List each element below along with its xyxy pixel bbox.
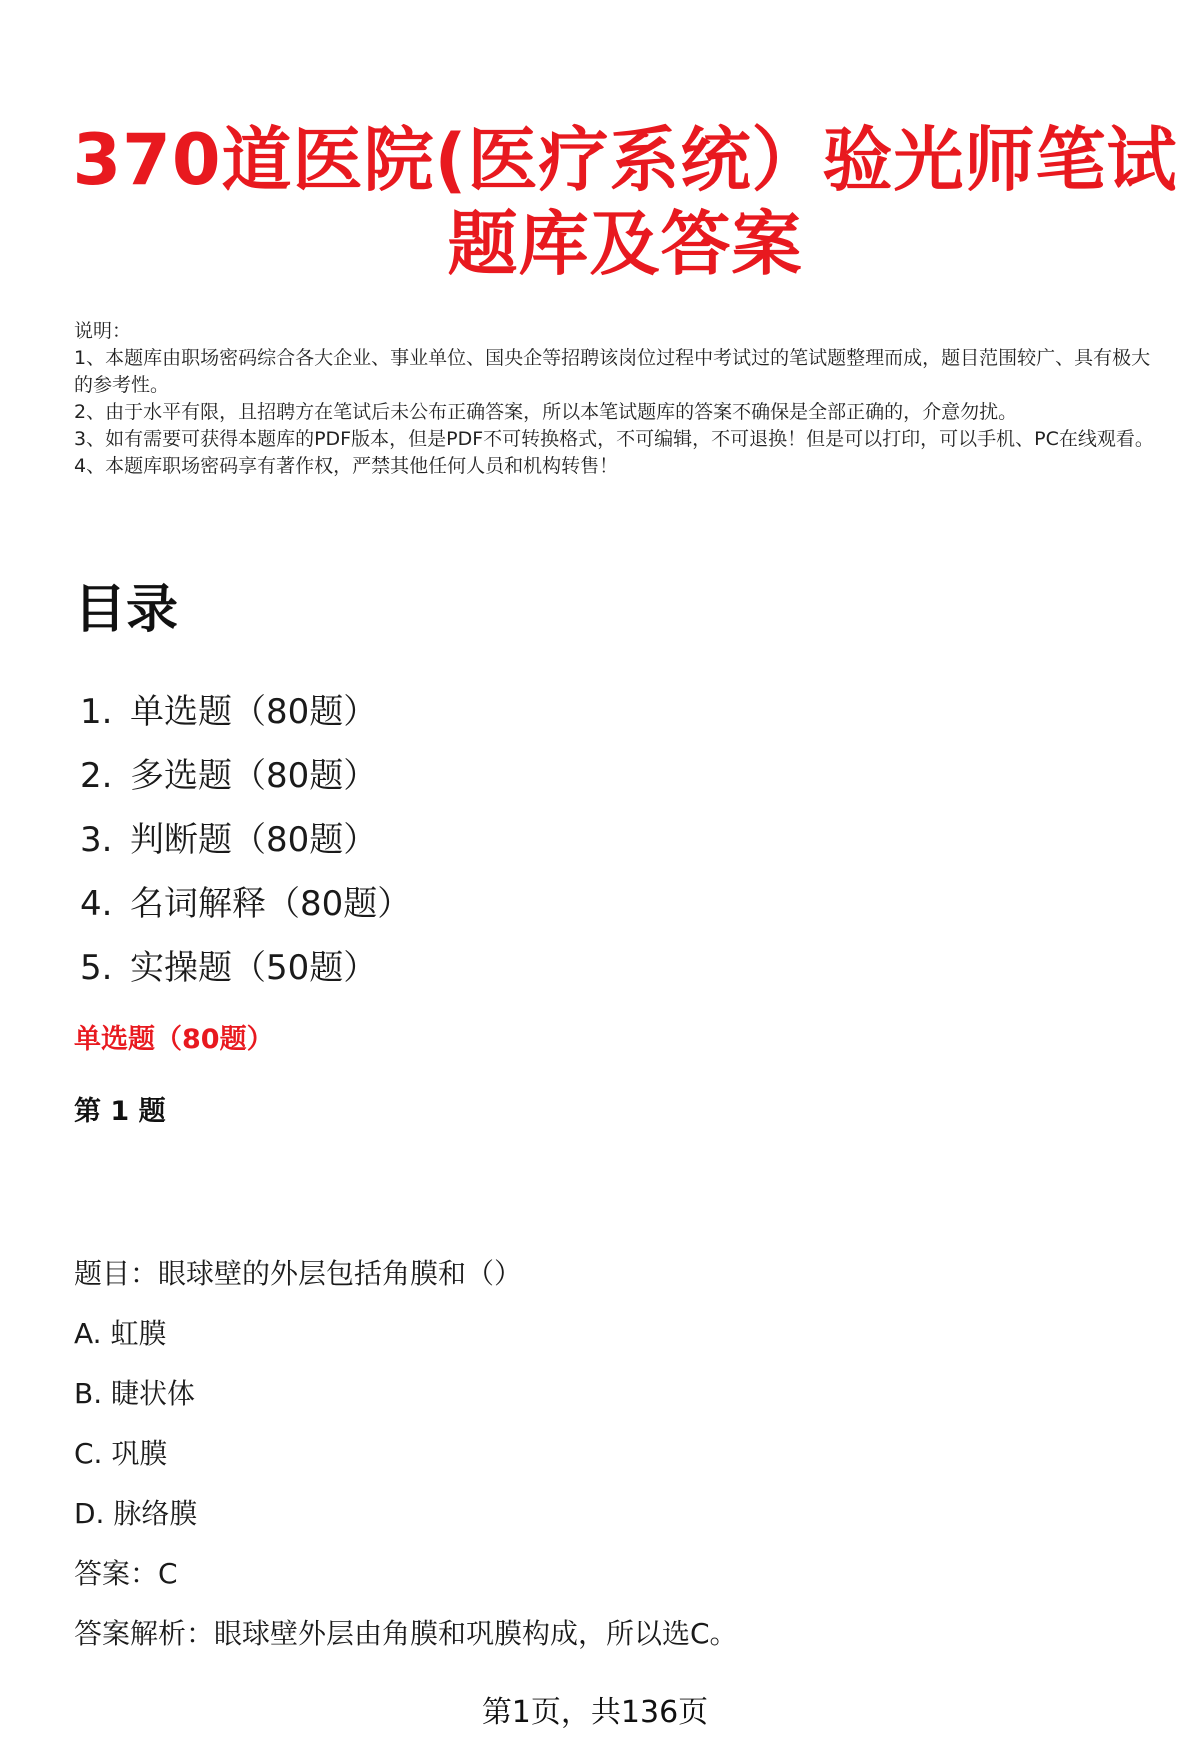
note-item-1: 1、本题库由职场密码综合各大企业、事业单位、国央企等招聘该岗位过程中考试过的笔试题整理而成，题目范围较广、具有极大的参考性。: [74, 347, 1151, 396]
answer: 答案：C: [74, 1557, 178, 1590]
question-block: [74, 1244, 1154, 1664]
table-of-contents: [80, 680, 411, 1000]
question-stem: 题目：眼球壁的外层包括角膜和（）: [74, 1257, 523, 1290]
toc-item-number: 3.: [80, 820, 113, 860]
notes-section: [74, 318, 1154, 480]
note-item-4: 4、本题库职场密码享有著作权，严禁其他任何人员和机构转售！: [74, 455, 619, 477]
option-b: B. 睫状体: [74, 1377, 196, 1410]
option-a: A. 虹膜: [74, 1317, 167, 1350]
toc-item-label: 实操题（50题）: [130, 948, 378, 988]
toc-item-number: 5.: [80, 948, 113, 988]
toc-item[interactable]: [80, 744, 411, 808]
note-item-3: 3、如有需要可获得本题库的PDF版本，但是PDF不可转换格式，不可编辑，不可退换！但是可以打印，可以手机、PC在线观看。: [74, 428, 1154, 450]
toc-item-number: 2.: [80, 756, 113, 796]
title-line-2: 题库及答案: [447, 203, 803, 285]
toc-item[interactable]: [80, 680, 411, 744]
toc-item-label: 名词解释（80题）: [130, 884, 412, 924]
toc-item-number: 4.: [80, 884, 113, 924]
toc-heading: 目录: [74, 580, 179, 640]
question-number: 第 1 题: [74, 1096, 166, 1127]
page-footer: 第1页，共136页: [481, 1695, 709, 1730]
section-title: 单选题（80题）: [74, 1024, 274, 1055]
answer-explanation: 答案解析：眼球壁外层由角膜和巩膜构成，所以选C。: [74, 1617, 738, 1650]
toc-item-label: 判断题（80题）: [130, 820, 378, 860]
toc-item-label: 多选题（80题）: [130, 756, 378, 796]
toc-item[interactable]: [80, 936, 411, 1000]
option-c: C. 巩膜: [74, 1437, 168, 1470]
toc-item-number: 1.: [80, 692, 113, 732]
document-title: [60, 118, 1190, 286]
toc-item-label: 单选题（80题）: [130, 692, 378, 732]
toc-item[interactable]: [80, 872, 411, 936]
note-item-2: 2、由于水平有限，且招聘方在笔试后未公布正确答案，所以本笔试题库的答案不确保是全部正确的，介意勿扰。: [74, 401, 1018, 423]
notes-heading: 说明：: [74, 320, 132, 342]
toc-item[interactable]: [80, 808, 411, 872]
title-line-1: 370道医院(医疗系统）验光师笔试: [72, 119, 1178, 201]
option-d: D. 脉络膜: [74, 1497, 198, 1530]
